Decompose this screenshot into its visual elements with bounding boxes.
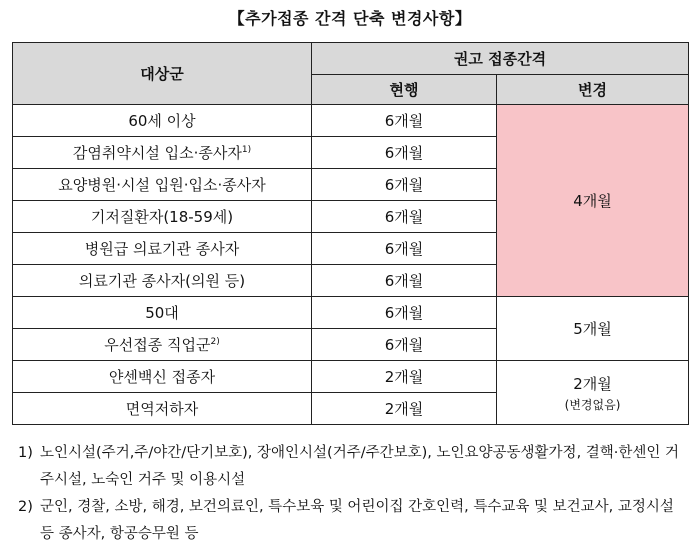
footnote-item (18, 440, 688, 494)
header-target-group: 대상군 (13, 43, 312, 105)
footnote-marker: 2) (210, 337, 220, 347)
current-interval-cell: 6개월 (312, 201, 497, 233)
header-recommended-interval: 권고 접종간격 (312, 43, 689, 75)
changed-interval-cell (497, 361, 689, 425)
current-interval-cell: 6개월 (312, 265, 497, 297)
footnote-text: 노인시설(주거,주/야간/단기보호), 장애인시설(거주/주간보호), 노인요양공동생활가정, 결핵·한센인 거주시설, 노숙인 거주 및 이용시설 (40, 445, 680, 488)
current-interval-cell: 6개월 (312, 329, 497, 361)
target-cell: 기저질환자(18-59세) (13, 201, 312, 233)
footnote-text: 군인, 경찰, 소방, 해경, 보건의료인, 특수보육 및 어린이집 간호인력, 특수교육 및 보건교사, 교정시설 등 종사자, 항공승무원 등 (40, 499, 674, 542)
footnote-number: 2) (18, 499, 33, 515)
target-cell: 60세 이상 (13, 105, 312, 137)
target-cell: 요양병원·시설 입원·입소·종사자 (13, 169, 312, 201)
target-cell: 면역저하자 (13, 393, 312, 425)
footnote-number: 1) (18, 445, 33, 461)
current-interval-cell: 6개월 (312, 297, 497, 329)
target-cell: 병원급 의료기관 종사자 (13, 233, 312, 265)
current-interval-cell: 6개월 (312, 233, 497, 265)
current-interval-cell: 6개월 (312, 137, 497, 169)
changed-interval-cell: 5개월 (497, 297, 689, 361)
target-cell: 우선접종 직업군$^{2)}$ (13, 329, 312, 361)
header-changed: 변경 (497, 75, 689, 105)
footnotes (18, 440, 688, 548)
target-cell: 50대 (13, 297, 312, 329)
changed-interval-cell: 4개월 (497, 105, 689, 297)
table-row (13, 105, 689, 137)
header-current: 현행 (312, 75, 497, 105)
target-cell: 얀센백신 접종자 (13, 361, 312, 393)
document-title: 【추가접종 간격 단축 변경사항】 (228, 9, 472, 28)
table-row (13, 297, 689, 329)
target-cell: 의료기관 종사자(의원 등) (13, 265, 312, 297)
current-interval-cell: 6개월 (312, 169, 497, 201)
current-interval-cell: 2개월 (312, 361, 497, 393)
table-row (13, 361, 689, 393)
target-cell: 감염취약시설 입소·종사자$^{1)}$ (13, 137, 312, 169)
current-interval-cell: 6개월 (312, 105, 497, 137)
changed-interval-value: 2개월 (573, 374, 612, 393)
footnote-item (18, 494, 688, 548)
vaccination-interval-table (12, 42, 689, 425)
footnote-marker: 1) (241, 145, 252, 155)
no-change-note: (변경없음) (564, 397, 621, 412)
current-interval-cell: 2개월 (312, 393, 497, 425)
